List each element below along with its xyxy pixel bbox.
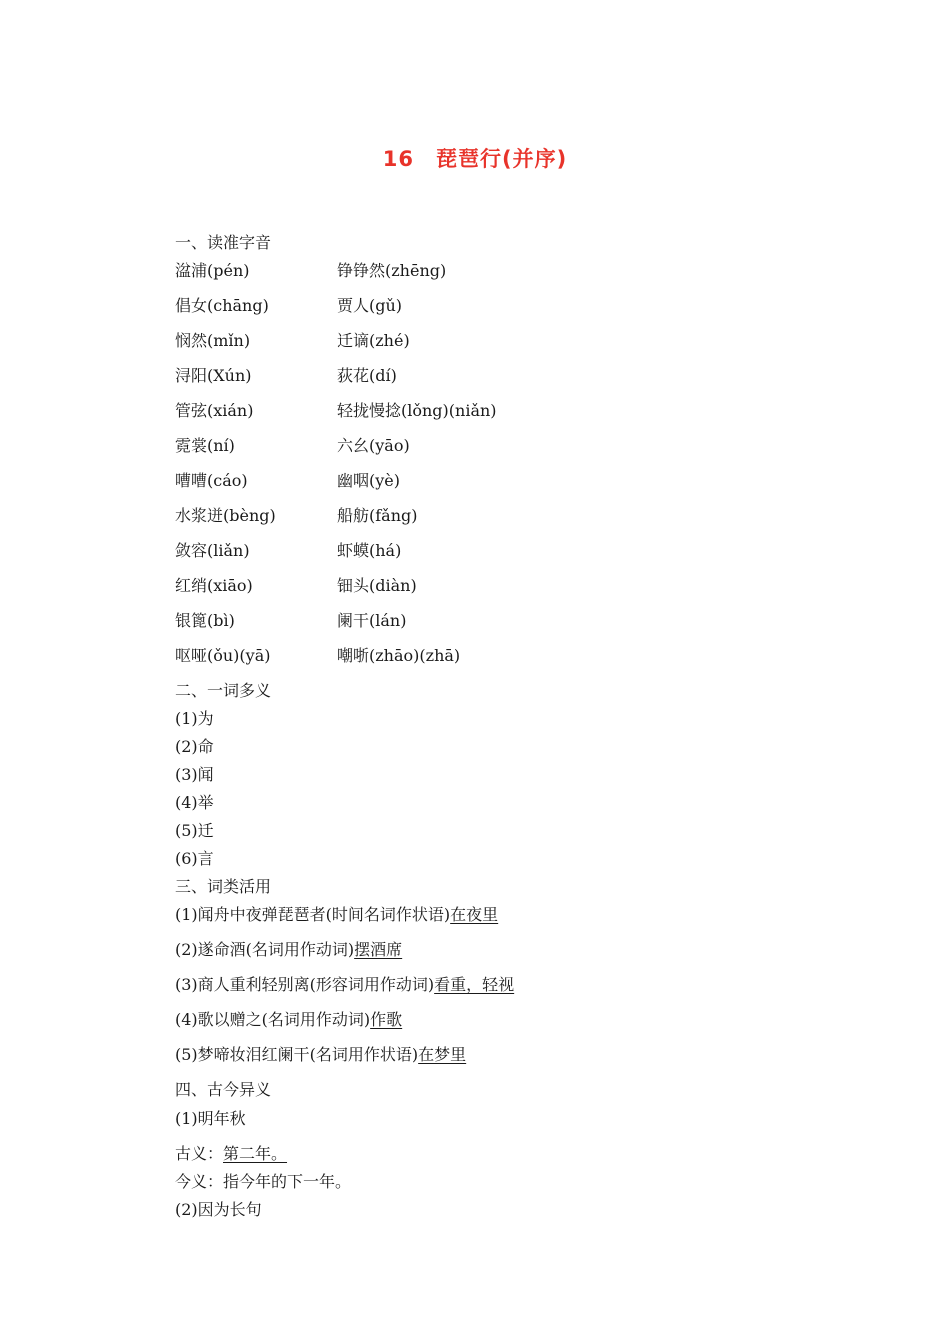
pronunciation-entry: 悯然(mǐn) (175, 331, 251, 350)
pronunciation-row (175, 292, 815, 327)
pronunciation-entry: 六幺(yāo) (337, 436, 410, 455)
pronunciation-entry: 铮铮然(zhēng) (337, 261, 447, 280)
word-class-sentence: (2)遂命酒(名词用作动词) (175, 940, 355, 959)
pronunciation-entry: 倡女(chāng) (175, 296, 269, 315)
section-heading-ancient-modern: 四、古今异义 (175, 1080, 272, 1099)
word-class-sentence: (1)闻舟中夜弹琵琶者(时间名词作状语) (175, 905, 451, 924)
ancient-modern-item: (2)因为长句 (175, 1200, 262, 1219)
word-class-answer: 摆酒席 (354, 940, 403, 959)
word-class-sentence: (5)梦啼妆泪红阑干(名词用作状语) (175, 1045, 419, 1064)
pronunciation-entry: 荻花(dí) (337, 366, 397, 385)
pronunciation-entry: 管弦(xián) (175, 401, 254, 420)
ancient-meaning-label: 古义： (175, 1144, 224, 1163)
word-class-answer: 看重，轻视 (434, 975, 515, 994)
word-class-item (175, 936, 815, 971)
modern-meaning: 今义：指今年的下一年。 (175, 1172, 352, 1191)
page-title (0, 143, 950, 173)
pronunciation-entry: 嘲哳(zhāo)(zhā) (337, 646, 461, 665)
word-class-item (175, 971, 815, 1006)
word-class-list (175, 901, 815, 1076)
pronunciation-row (175, 642, 815, 677)
pronunciation-entry: 嘈嘈(cáo) (175, 471, 248, 490)
pronunciation-entry: 迁谪(zhé) (337, 331, 410, 350)
pronunciation-row (175, 467, 815, 502)
word-class-answer: 在梦里 (418, 1045, 467, 1064)
pronunciation-list (175, 257, 815, 677)
pronunciation-entry: 船舫(fǎng) (337, 506, 418, 525)
polysemy-list (175, 705, 815, 873)
pronunciation-entry: 呕哑(ǒu)(yā) (175, 646, 271, 665)
pronunciation-row (175, 607, 815, 642)
pronunciation-entry: 轻拢慢捻(lǒng)(niǎn) (337, 401, 497, 420)
ancient-meaning (175, 1140, 815, 1168)
pronunciation-entry: 水浆迸(bèng) (175, 506, 276, 525)
pronunciation-entry: 银篦(bì) (175, 611, 235, 630)
pronunciation-entry: 霓裳(ní) (175, 436, 235, 455)
section-heading-polysemy: 二、一词多义 (175, 681, 272, 700)
pronunciation-entry: 阑干(lán) (337, 611, 407, 630)
polysemy-item: (2)命 (175, 737, 214, 756)
word-class-item (175, 1041, 815, 1076)
pronunciation-row (175, 572, 815, 607)
pronunciation-entry: 钿头(diàn) (337, 576, 417, 595)
section-heading-word-class: 三、词类活用 (175, 877, 272, 896)
pronunciation-row (175, 327, 815, 362)
word-class-answer: 在夜里 (450, 905, 499, 924)
polysemy-item: (6)言 (175, 849, 214, 868)
pronunciation-row (175, 537, 815, 572)
polysemy-item: (5)迁 (175, 821, 214, 840)
pronunciation-row (175, 502, 815, 537)
polysemy-item: (1)为 (175, 709, 214, 728)
pronunciation-entry: 贾人(gǔ) (337, 296, 403, 315)
word-class-item (175, 901, 815, 936)
pronunciation-entry: 敛容(liǎn) (175, 541, 250, 560)
pronunciation-row (175, 397, 815, 432)
lesson-number: 16 (382, 147, 415, 171)
word-class-sentence: (3)商人重利轻别离(形容词用作动词) (175, 975, 435, 994)
pronunciation-row (175, 432, 815, 467)
polysemy-item: (3)闻 (175, 765, 214, 784)
pronunciation-entry: 湓浦(pén) (175, 261, 250, 280)
pronunciation-entry: 红绡(xiāo) (175, 576, 253, 595)
pronunciation-row (175, 362, 815, 397)
content-body (175, 229, 815, 1224)
lesson-title: 琵琶行(并序) (436, 147, 568, 171)
pronunciation-entry: 浔阳(Xún) (175, 366, 252, 385)
ancient-modern-item: (1)明年秋 (175, 1109, 246, 1128)
pronunciation-entry: 虾蟆(há) (337, 541, 402, 560)
word-class-answer: 作歌 (370, 1010, 403, 1029)
pronunciation-row (175, 257, 815, 292)
word-class-item (175, 1006, 815, 1041)
section-heading-pronunciation: 一、读准字音 (175, 233, 272, 252)
polysemy-item: (4)举 (175, 793, 214, 812)
ancient-meaning-answer: 第二年。 (223, 1144, 288, 1163)
word-class-sentence: (4)歌以赠之(名词用作动词) (175, 1010, 371, 1029)
pronunciation-entry: 幽咽(yè) (337, 471, 400, 490)
